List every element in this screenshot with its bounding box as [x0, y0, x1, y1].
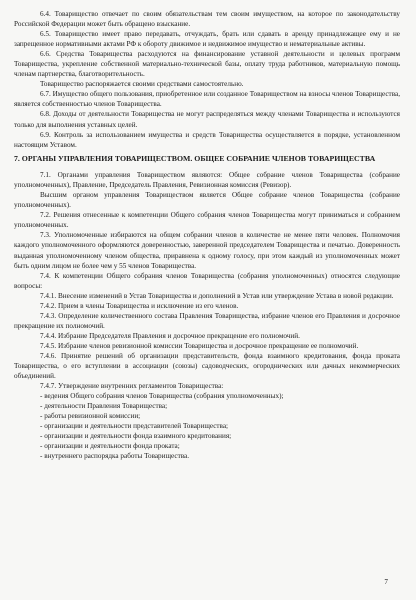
paragraph-7-4-3: 7.4.3. Определение количественного состава Правления Товарищества, избрание членов его Правления и досрочное прекращение их полномочий.	[14, 311, 400, 330]
list-item: - организации и деятельности фонда проката;	[40, 442, 180, 451]
list-item: - работы ревизионной комиссии;	[40, 412, 141, 421]
list-item: - организации и деятельности фонда взаимного кредитования;	[40, 432, 232, 441]
section-7-heading: 7. ОРГАНЫ УПРАВЛЕНИЯ ТОВАРИЩЕСТВОМ. ОБЩЕЕ СОБРАНИЕ ЧЛЕНОВ ТОВАРИЩЕСТВА	[14, 153, 376, 163]
paragraph-7-4-1: 7.4.1. Внесение изменений в Устав Товарищества и дополнений в Устав или утверждение Устава в новой редакции.	[40, 291, 394, 300]
paragraph-7-4: 7.4. К компетенции Общего собрания членов Товарищества (собрания уполномоченных) относятся следующие вопросы:	[14, 271, 400, 290]
paragraph-6-4: 6.4. Товарищество отвечает по своим обязательствам тем своим имуществом, на которое по законодательству Российской Федерации может быть обращено взыскание.	[14, 10, 400, 29]
regulations-list	[14, 391, 400, 461]
paragraph-6-7: 6.7. Имущество общего пользования, приобретенное или созданное Товариществом на взносы членов Товарищества, является собственностью членов Товарищества.	[14, 90, 400, 109]
list-item: - деятельности Правления Товарищества;	[40, 402, 168, 411]
paragraph-6-6: 6.6. Средства Товарищества расходуются на финансирование уставной деятельности и целевых программ Товарищества, укрепление собственной материально-технической базы, оплату труда работников, материальную помощь членам партнерства, благотворительность.	[14, 50, 400, 79]
paragraph-6-5: 6.5. Товарищество имеет право передавать, отчуждать, брать или сдавать в аренду принадлежащее ему и не запрещенное нормативными актами РФ к обороту движимое и недвижимое имущество и нематериальные активы.	[14, 30, 400, 49]
page-content	[14, 9, 400, 462]
paragraph-6-8: 6.8. Доходы от деятельности Товарищества не могут распределяться между членами Товарищества и используются только для выполнения уставных целей.	[14, 110, 400, 129]
paragraph-7-4-7: 7.4.7. Утверждение внутренних регламентов Товарищества:	[40, 382, 224, 391]
paragraph-6-9: 6.9. Контроль за использованием имущества и средств Товарищества осуществляется в порядке, установленном настоящим Уставом.	[14, 130, 400, 149]
paragraph-7-4-4: 7.4.4. Избрание Председателя Правления и досрочное прекращение его полномочий.	[40, 331, 300, 340]
list-item: - ведения Общего собрания членов Товарищества (собрания уполномоченных);	[40, 392, 284, 401]
list-item: - внутреннего распорядка работы Товарищества.	[40, 452, 190, 461]
paragraph-supreme-body: Высшим органом управления Товариществом является Общее собрание членов Товарищества (собрание уполномоченных).	[14, 191, 400, 210]
paragraph-7-4-6: 7.4.6. Принятие решений об организации представительств, фонда взаимного кредитования, фонда проката Товарищества, о его вступлении в ассоциации (союзы) садоводческих, огороднических или дачных некоммерческих объединений.	[14, 352, 400, 381]
paragraph-7-1: 7.1. Органами управления Товариществом являются: Общее собрание членов Товарищества (собрание уполномоченных), Правление, Председатель Правления, Ревизионная комиссия (Ревизор).	[14, 171, 400, 190]
paragraph-7-4-5: 7.4.5. Избрание членов ревизионной комиссии Товарищества и досрочное прекращение ее полномочий.	[40, 341, 359, 350]
paragraph-7-3: 7.3. Уполномоченные избираются на общем собрании членов в количестве не менее пяти человек. Полномочия каждого уполномоченного оформляются доверенностью, заверенной председателем Товарищества и печатью. Доверенность выданная уполномоченному членом общества, приравнена к одному голосу, при этом каждый из уполномоченных может быть одним лицом не более чем у 55 членов Товарищества.	[14, 231, 400, 270]
paragraph-6-6-note: Товарищество распоряжается своими средствами самостоятельно.	[40, 80, 244, 89]
paragraph-7-4-2: 7.4.2. Прием в члены Товарищества и исключение из его членов.	[40, 301, 239, 310]
page-number: 7	[384, 578, 388, 586]
paragraph-7-2: 7.2. Решения отнесенные к компетенции Общего собрания членов Товарищества могут приниматься и собранием уполномоченных.	[14, 211, 400, 230]
list-item: - организации и деятельности представителей Товарищества;	[40, 422, 229, 431]
